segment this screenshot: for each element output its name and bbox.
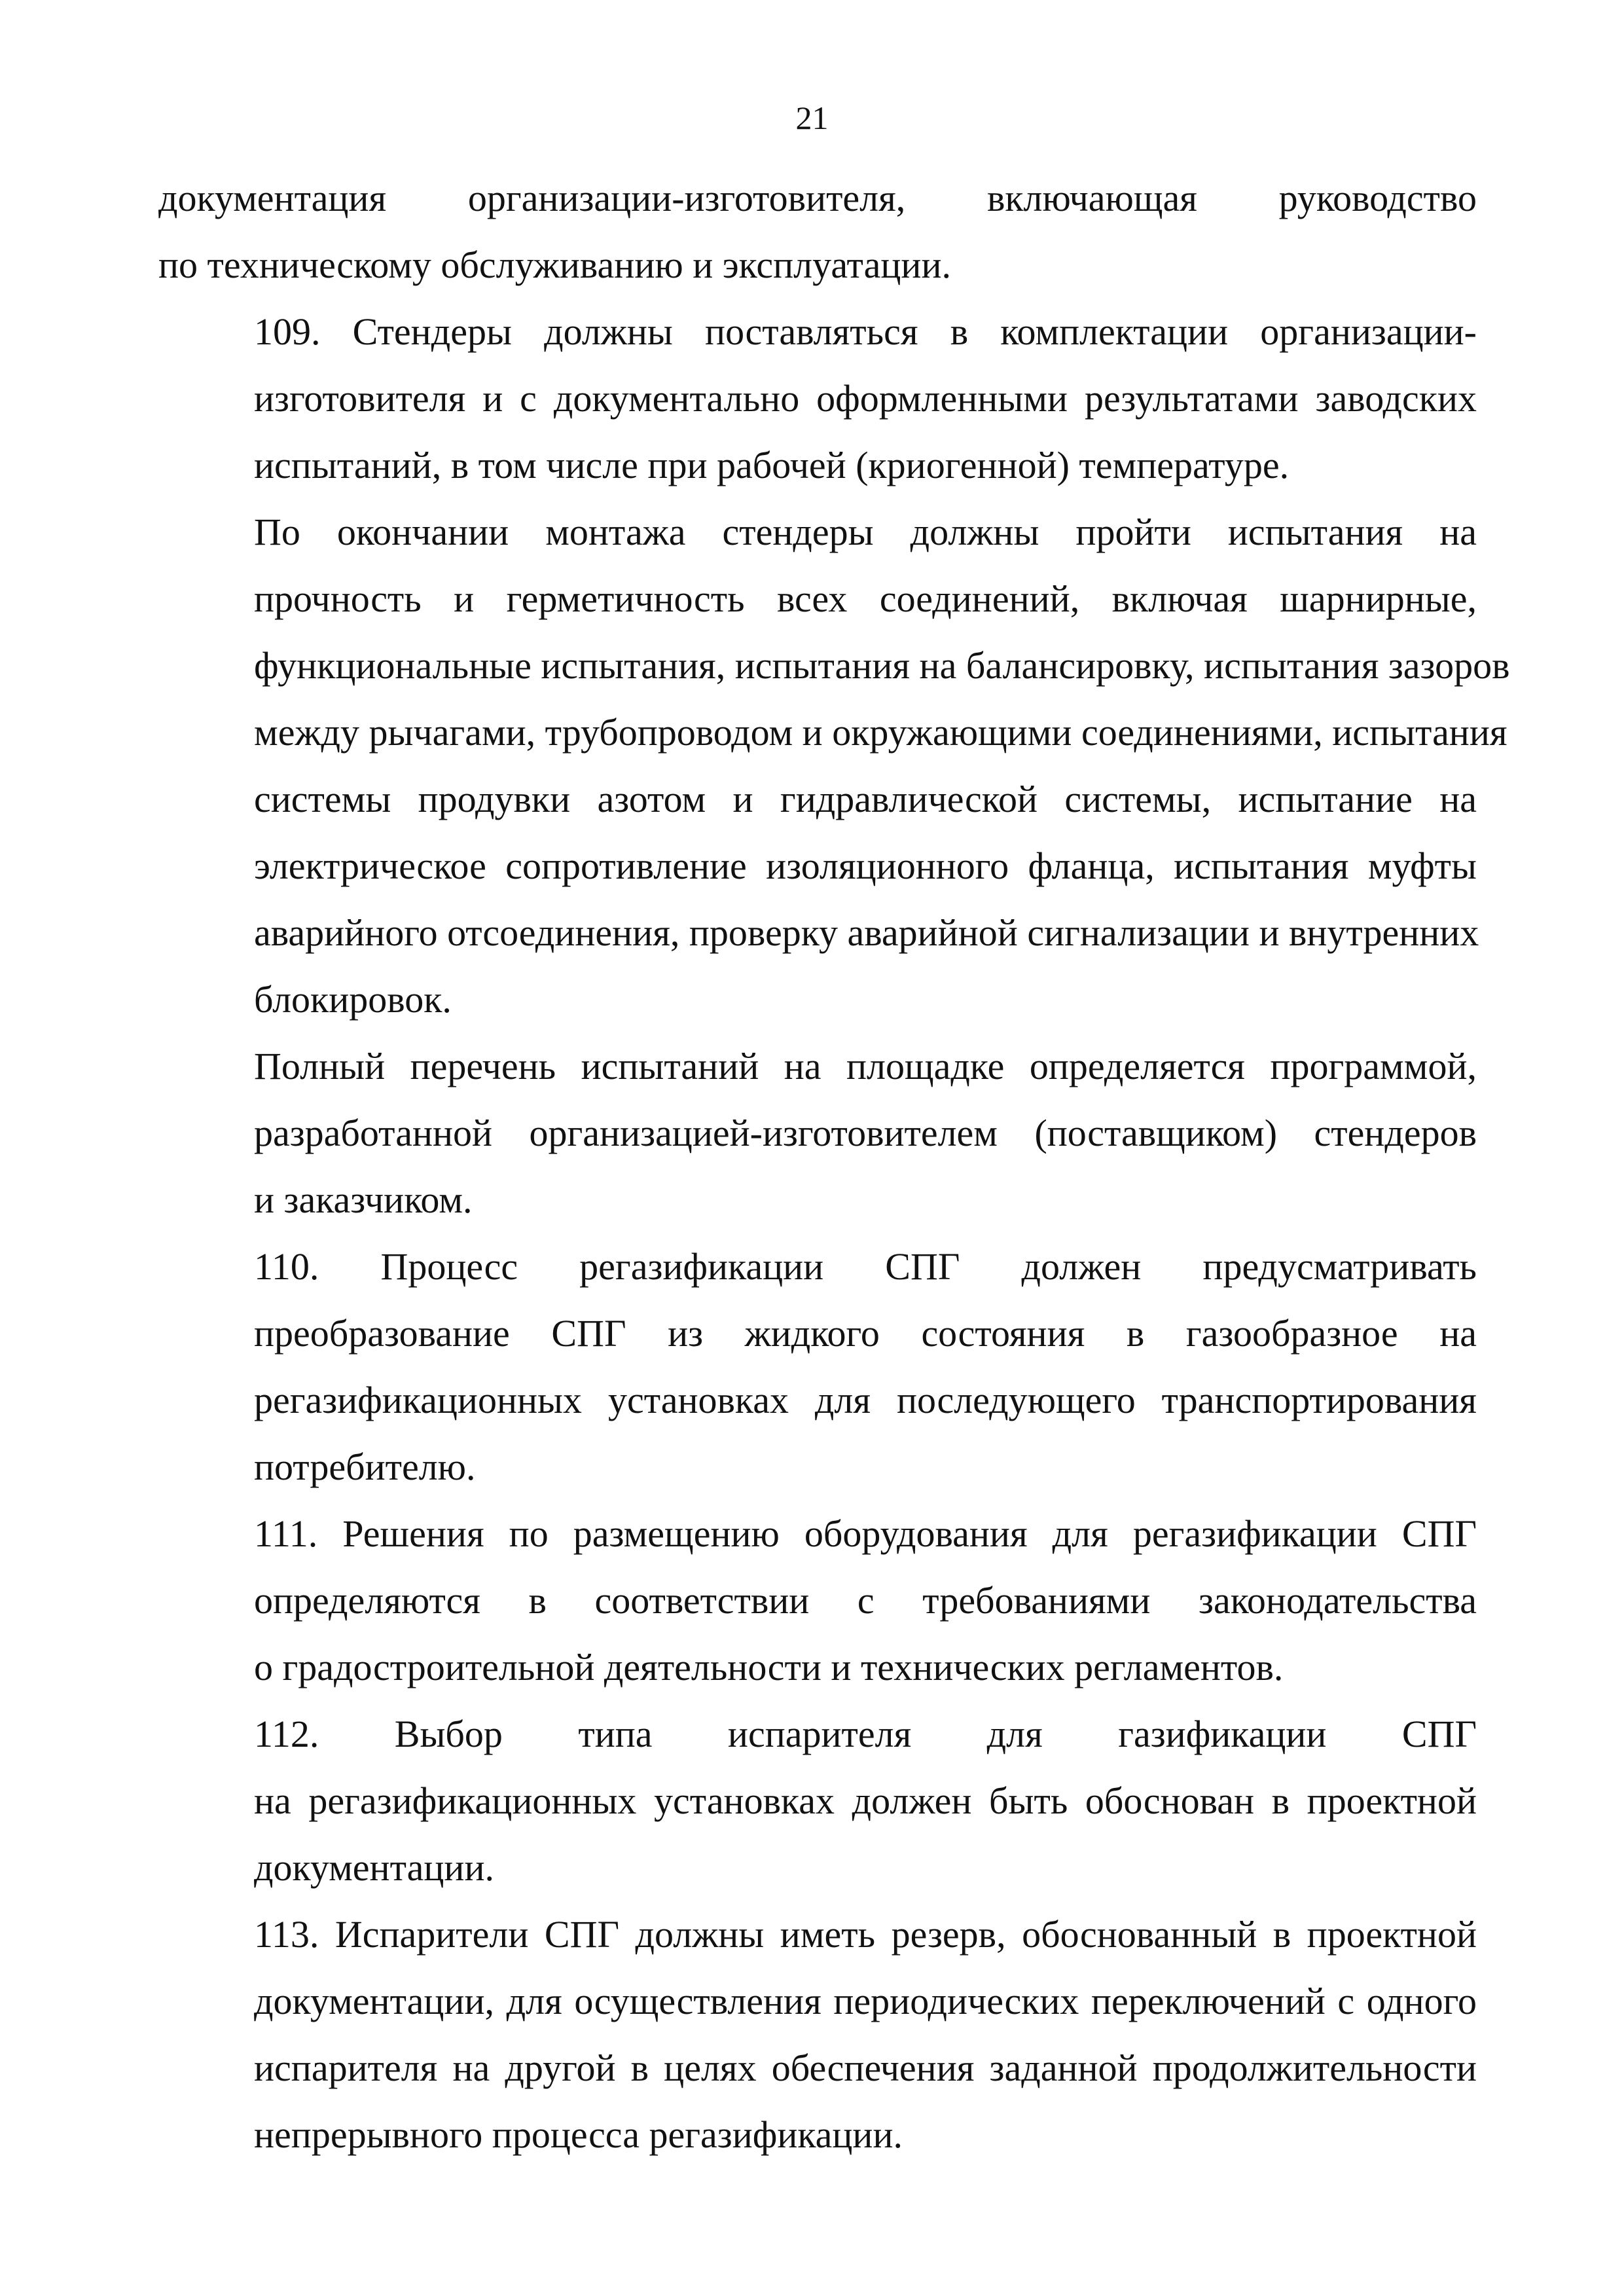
- text-line: 111. Решения по размещению оборудования для регазификации СПГ: [254, 1512, 1477, 1555]
- text-line: непрерывного процесса регазификации.: [254, 2113, 903, 2156]
- paragraph-item-110: [158, 1233, 1477, 1501]
- text-line: функциональные испытания, испытания на балансировку, испытания зазоров: [254, 644, 1510, 687]
- text-line: испытаний, в том числе при рабочей (криогенной) температуре.: [254, 444, 1290, 486]
- page-number: 21: [795, 100, 829, 136]
- text-line: прочность и герметичность всех соединений, включая шарнирные,: [254, 577, 1477, 620]
- text-line: о градостроительной деятельности и технических регламентов.: [254, 1646, 1284, 1688]
- paragraph-installation-tests: [158, 499, 1510, 1033]
- text-line: системы продувки азотом и гидравлической системы, испытание на: [254, 778, 1477, 820]
- text-line: изготовителя и с документально оформленными результатами заводских: [254, 377, 1477, 420]
- text-line: на регазификационных установках должен быть обоснован в проектной: [254, 1779, 1477, 1822]
- text-line: регазификационных установках для последующего транспортирования: [254, 1379, 1477, 1421]
- text-line: разработанной организацией-изготовителем (поставщиком) стендеров: [254, 1112, 1477, 1154]
- text-line: и заказчиком.: [254, 1178, 473, 1221]
- text-line: 110. Процесс регазификации СПГ должен предусматривать: [254, 1245, 1477, 1288]
- text-line: преобразование СПГ из жидкого состояния в газообразное на: [254, 1312, 1477, 1355]
- text-line: электрическое сопротивление изоляционного фланца, испытания муфты: [254, 845, 1477, 887]
- text-line: потребителю.: [254, 1446, 476, 1488]
- text-line: Полный перечень испытаний на площадке определяется программой,: [254, 1045, 1477, 1087]
- text-line: 109. Стендеры должны поставляться в комплектации организации-: [254, 310, 1477, 353]
- paragraph-item-113: [158, 1901, 1477, 2168]
- text-line: аварийного отсоединения, проверку аварийной сигнализации и внутренних: [254, 911, 1479, 954]
- text-line: 113. Испарители СПГ должны иметь резерв, обоснованный в проектной: [254, 1913, 1477, 1956]
- text-line: по техническому обслуживанию и эксплуатации.: [158, 244, 951, 286]
- paragraph-item-109: [158, 299, 1477, 499]
- paragraph-test-list: [158, 1033, 1477, 1233]
- text-line: определяются в соответствии с требованиями законодательства: [254, 1579, 1477, 1622]
- text-line: документации.: [254, 1846, 495, 1889]
- paragraph-continuation: [158, 165, 1477, 299]
- text-line: между рычагами, трубопроводом и окружающими соединениями, испытания: [254, 711, 1507, 754]
- text-line: По окончании монтажа стендеры должны пройти испытания на: [254, 511, 1477, 553]
- text-line: документация организации-изготовителя, включающая руководство: [158, 177, 1477, 219]
- text-line: документации, для осуществления периодических переключений с одного: [254, 1980, 1477, 2022]
- paragraph-item-111: [158, 1501, 1477, 1701]
- text-line: блокировок.: [254, 978, 452, 1021]
- paragraph-item-112: [158, 1701, 1477, 1901]
- document-body: [158, 165, 1510, 2168]
- text-line: 112. Выбор типа испарителя для газификации СПГ: [254, 1713, 1477, 1755]
- text-line: испарителя на другой в целях обеспечения заданной продолжительности: [254, 2047, 1477, 2089]
